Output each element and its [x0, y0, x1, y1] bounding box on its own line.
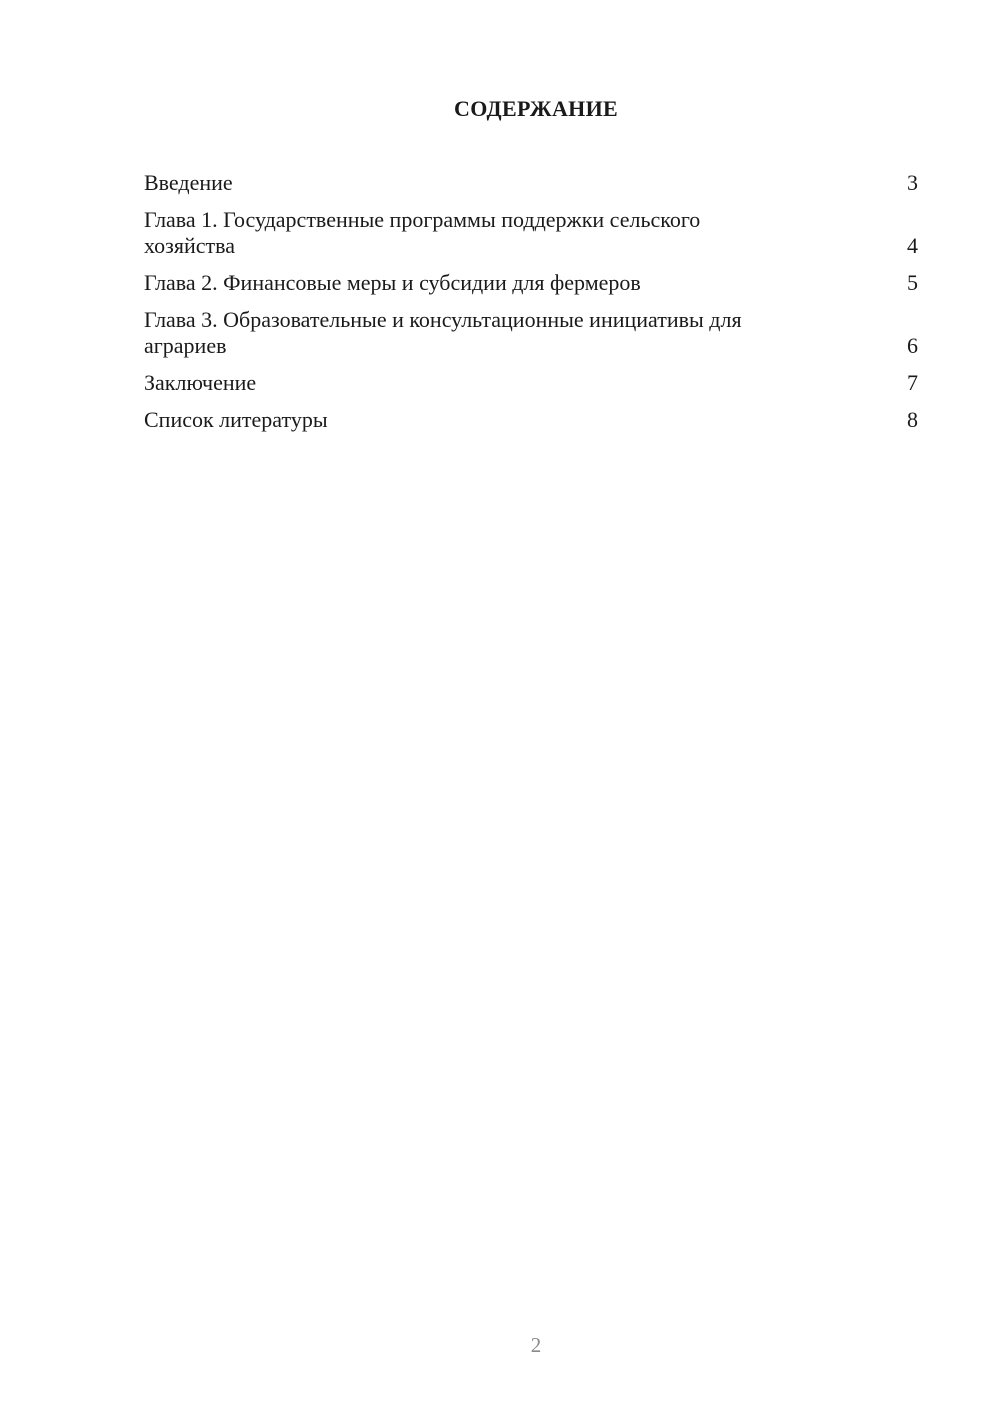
toc-entry-page-number: 3	[907, 170, 918, 195]
toc-entry-label: Глава 3. Образовательные и консультационные инициативы для аграриев	[144, 307, 742, 358]
toc-entry-references	[144, 407, 920, 433]
toc-entry-page-number: 8	[907, 407, 918, 432]
toc-entry-page-number: 4	[907, 233, 918, 258]
toc-entry-introduction	[144, 170, 920, 196]
toc-entry-chapter-1	[144, 207, 920, 259]
toc-entry-page-number: 5	[907, 270, 918, 295]
toc-entry-chapter-3	[144, 307, 920, 359]
toc-entry-chapter-2	[144, 270, 920, 296]
page-title: СОДЕРЖАНИЕ	[454, 96, 618, 121]
toc-entry-label: Глава 1. Государственные программы поддержки сельского хозяйства	[144, 207, 701, 258]
table-of-contents	[144, 170, 920, 444]
toc-entry-page-number: 7	[907, 370, 918, 395]
toc-entry-conclusion	[144, 370, 920, 396]
page-number: 2	[530, 1333, 542, 1357]
toc-entry-page-number: 6	[907, 333, 918, 358]
toc-entry-label: Заключение	[144, 370, 257, 395]
toc-entry-label: Введение	[144, 170, 233, 195]
toc-entry-label: Глава 2. Финансовые меры и субсидии для фермеров	[144, 270, 641, 295]
toc-entry-label: Список литературы	[144, 407, 328, 432]
